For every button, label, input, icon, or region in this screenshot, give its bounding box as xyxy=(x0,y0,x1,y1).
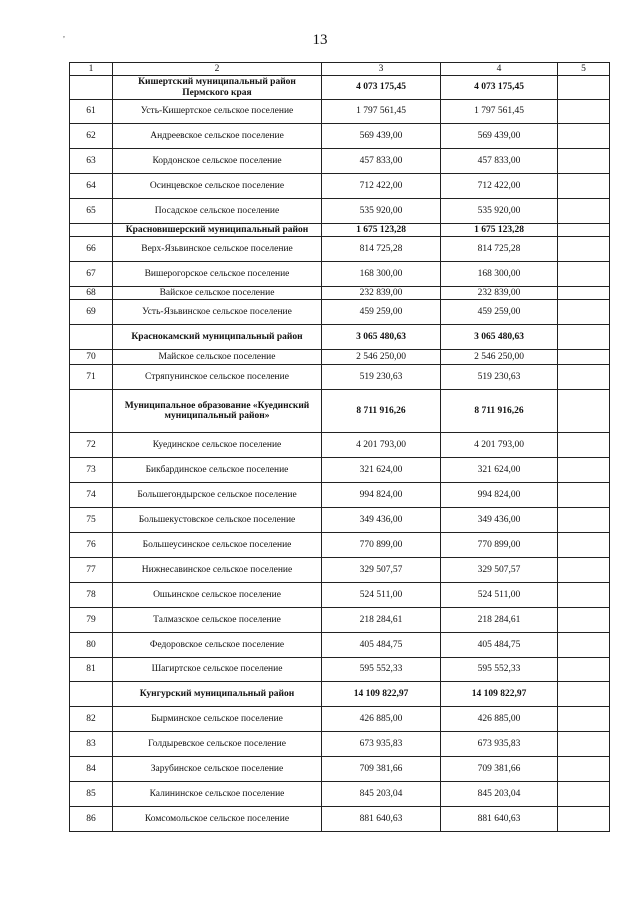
col5-cell xyxy=(558,707,610,732)
settlement-name-cell: Зарубинское сельское поселение xyxy=(113,757,322,782)
col5-cell xyxy=(558,199,610,224)
amount-col4-cell: 426 885,00 xyxy=(441,707,558,732)
row-number-cell: 66 xyxy=(70,237,113,262)
row-number-cell: 79 xyxy=(70,608,113,633)
settlement-name-cell: Муниципальное образование «Куединский муниципальный район» xyxy=(113,390,322,433)
amount-col3-cell: 457 833,00 xyxy=(322,149,441,174)
row-number-cell: 76 xyxy=(70,533,113,558)
col5-cell xyxy=(558,325,610,350)
amount-col3-cell: 168 300,00 xyxy=(322,262,441,287)
col5-cell xyxy=(558,433,610,458)
amount-col3-cell: 673 935,83 xyxy=(322,732,441,757)
amount-col3-cell: 218 284,61 xyxy=(322,608,441,633)
settlement-name-cell: Куединское сельское поселение xyxy=(113,433,322,458)
amount-col4-cell: 519 230,63 xyxy=(441,365,558,390)
amount-col4-cell: 232 839,00 xyxy=(441,287,558,300)
settlement-name-cell: Бикбардинское сельское поселение xyxy=(113,458,322,483)
col5-cell xyxy=(558,124,610,149)
amount-col4-cell: 14 109 822,97 xyxy=(441,682,558,707)
amount-col3-cell: 845 203,04 xyxy=(322,782,441,807)
table-row xyxy=(70,237,610,262)
settlement-name-cell: Федоровское сельское поселение xyxy=(113,633,322,658)
amount-col3-cell: 569 439,00 xyxy=(322,124,441,149)
settlement-name-cell: Калининское сельское поселение xyxy=(113,782,322,807)
row-number-cell xyxy=(70,390,113,433)
amount-col4-cell: 595 552,33 xyxy=(441,658,558,682)
col5-cell xyxy=(558,76,610,100)
amount-col4-cell: 3 065 480,63 xyxy=(441,325,558,350)
col5-cell xyxy=(558,237,610,262)
header-cell-3: 3 xyxy=(322,63,441,76)
col5-cell xyxy=(558,149,610,174)
amount-col4-cell: 569 439,00 xyxy=(441,124,558,149)
table-row xyxy=(70,300,610,325)
col5-cell xyxy=(558,350,610,365)
col5-cell xyxy=(558,224,610,237)
col5-cell xyxy=(558,633,610,658)
col5-cell xyxy=(558,732,610,757)
amount-col4-cell: 712 422,00 xyxy=(441,174,558,199)
row-number-cell: 85 xyxy=(70,782,113,807)
table-row xyxy=(70,533,610,558)
row-number-cell: 70 xyxy=(70,350,113,365)
amount-col3-cell: 349 436,00 xyxy=(322,508,441,533)
amount-col3-cell: 595 552,33 xyxy=(322,658,441,682)
row-number-cell: 77 xyxy=(70,558,113,583)
amount-col3-cell: 994 824,00 xyxy=(322,483,441,508)
row-number-cell: 71 xyxy=(70,365,113,390)
settlement-name-cell: Большегондырское сельское поселение xyxy=(113,483,322,508)
amount-col4-cell: 524 511,00 xyxy=(441,583,558,608)
amount-col4-cell: 405 484,75 xyxy=(441,633,558,658)
amount-col3-cell: 329 507,57 xyxy=(322,558,441,583)
budget-table xyxy=(69,62,610,832)
table-row xyxy=(70,350,610,365)
table-row xyxy=(70,508,610,533)
row-number-cell: 82 xyxy=(70,707,113,732)
amount-col3-cell: 881 640,63 xyxy=(322,807,441,832)
row-number-cell: 84 xyxy=(70,757,113,782)
settlement-name-cell: Кишертский муниципальный район Пермского края xyxy=(113,76,322,100)
amount-col3-cell: 2 546 250,00 xyxy=(322,350,441,365)
row-number-cell: 68 xyxy=(70,287,113,300)
table-row xyxy=(70,100,610,124)
settlement-name-cell: Кордонское сельское поселение xyxy=(113,149,322,174)
row-number-cell: 64 xyxy=(70,174,113,199)
table-row xyxy=(70,583,610,608)
amount-col4-cell: 4 201 793,00 xyxy=(441,433,558,458)
amount-col3-cell: 321 624,00 xyxy=(322,458,441,483)
col5-cell xyxy=(558,658,610,682)
amount-col3-cell: 814 725,28 xyxy=(322,237,441,262)
settlement-name-cell: Талмазское сельское поселение xyxy=(113,608,322,633)
settlement-name-cell: Кунгурский муниципальный район xyxy=(113,682,322,707)
amount-col3-cell: 1 797 561,45 xyxy=(322,100,441,124)
amount-col4-cell: 881 640,63 xyxy=(441,807,558,832)
district-total-row xyxy=(70,224,610,237)
table-row xyxy=(70,807,610,832)
col5-cell xyxy=(558,533,610,558)
row-number-cell: 80 xyxy=(70,633,113,658)
settlement-name-cell: Усть-Язьвинское сельское поселение xyxy=(113,300,322,325)
settlement-name-cell: Красновишерский муниципальный район xyxy=(113,224,322,237)
amount-col3-cell: 4 073 175,45 xyxy=(322,76,441,100)
amount-col4-cell: 1 797 561,45 xyxy=(441,100,558,124)
settlement-name-cell: Усть-Кишертское сельское поселение xyxy=(113,100,322,124)
table-row xyxy=(70,433,610,458)
col5-cell xyxy=(558,287,610,300)
row-number-cell: 69 xyxy=(70,300,113,325)
page-number: 13 xyxy=(312,32,328,48)
table-row xyxy=(70,732,610,757)
col5-cell xyxy=(558,390,610,433)
amount-col4-cell: 4 073 175,45 xyxy=(441,76,558,100)
table-row xyxy=(70,757,610,782)
row-number-cell: 63 xyxy=(70,149,113,174)
settlement-name-cell: Шагиртское сельское поселение xyxy=(113,658,322,682)
col5-cell xyxy=(558,483,610,508)
row-number-cell: 62 xyxy=(70,124,113,149)
col5-cell xyxy=(558,757,610,782)
settlement-name-cell: Майское сельское поселение xyxy=(113,350,322,365)
table-row xyxy=(70,483,610,508)
amount-col4-cell: 329 507,57 xyxy=(441,558,558,583)
amount-col3-cell: 535 920,00 xyxy=(322,199,441,224)
header-cell-4: 4 xyxy=(441,63,558,76)
amount-col3-cell: 712 422,00 xyxy=(322,174,441,199)
amount-col3-cell: 3 065 480,63 xyxy=(322,325,441,350)
amount-col4-cell: 168 300,00 xyxy=(441,262,558,287)
amount-col4-cell: 845 203,04 xyxy=(441,782,558,807)
header-cell-2: 2 xyxy=(113,63,322,76)
settlement-name-cell: Андреевское сельское поселение xyxy=(113,124,322,149)
amount-col3-cell: 405 484,75 xyxy=(322,633,441,658)
amount-col4-cell: 349 436,00 xyxy=(441,508,558,533)
settlement-name-cell: Нижнесавинское сельское поселение xyxy=(113,558,322,583)
amount-col4-cell: 709 381,66 xyxy=(441,757,558,782)
amount-col3-cell: 232 839,00 xyxy=(322,287,441,300)
row-number-cell: 81 xyxy=(70,658,113,682)
amount-col4-cell: 457 833,00 xyxy=(441,149,558,174)
row-number-cell: 74 xyxy=(70,483,113,508)
col5-cell xyxy=(558,174,610,199)
table-row xyxy=(70,149,610,174)
settlement-name-cell: Вайское сельское поселение xyxy=(113,287,322,300)
row-number-cell: 75 xyxy=(70,508,113,533)
amount-col4-cell: 218 284,61 xyxy=(441,608,558,633)
table-row xyxy=(70,262,610,287)
row-number-cell xyxy=(70,682,113,707)
row-number-cell: 65 xyxy=(70,199,113,224)
amount-col3-cell: 8 711 916,26 xyxy=(322,390,441,433)
amount-col3-cell: 459 259,00 xyxy=(322,300,441,325)
table-row xyxy=(70,365,610,390)
row-number-cell: 86 xyxy=(70,807,113,832)
row-number-cell: 78 xyxy=(70,583,113,608)
settlement-name-cell: Краснокамский муниципальный район xyxy=(113,325,322,350)
table-row xyxy=(70,633,610,658)
table-row xyxy=(70,124,610,149)
col5-cell xyxy=(558,262,610,287)
table-row xyxy=(70,658,610,682)
amount-col4-cell: 535 920,00 xyxy=(441,199,558,224)
amount-col3-cell: 4 201 793,00 xyxy=(322,433,441,458)
col5-cell xyxy=(558,458,610,483)
amount-col3-cell: 524 511,00 xyxy=(322,583,441,608)
table-row xyxy=(70,199,610,224)
col5-cell xyxy=(558,100,610,124)
amount-col4-cell: 814 725,28 xyxy=(441,237,558,262)
row-number-cell xyxy=(70,224,113,237)
row-number-cell: 72 xyxy=(70,433,113,458)
amount-col4-cell: 1 675 123,28 xyxy=(441,224,558,237)
header-cell-5: 5 xyxy=(558,63,610,76)
settlement-name-cell: Верх-Язьвинское сельское поселение xyxy=(113,237,322,262)
col5-cell xyxy=(558,682,610,707)
settlement-name-cell: Стряпунинское сельское поселение xyxy=(113,365,322,390)
table-row xyxy=(70,608,610,633)
settlement-name-cell: Бырминское сельское поселение xyxy=(113,707,322,732)
col5-cell xyxy=(558,365,610,390)
row-number-cell: 61 xyxy=(70,100,113,124)
amount-col3-cell: 14 109 822,97 xyxy=(322,682,441,707)
col5-cell xyxy=(558,300,610,325)
amount-col3-cell: 519 230,63 xyxy=(322,365,441,390)
settlement-name-cell: Большеусинское сельское поселение xyxy=(113,533,322,558)
amount-col3-cell: 1 675 123,28 xyxy=(322,224,441,237)
row-number-cell xyxy=(70,76,113,100)
settlement-name-cell: Большекустовское сельское поселение xyxy=(113,508,322,533)
amount-col4-cell: 459 259,00 xyxy=(441,300,558,325)
amount-col3-cell: 426 885,00 xyxy=(322,707,441,732)
table-row xyxy=(70,458,610,483)
row-number-cell: 67 xyxy=(70,262,113,287)
amount-col3-cell: 709 381,66 xyxy=(322,757,441,782)
col5-cell xyxy=(558,807,610,832)
settlement-name-cell: Посадское сельское поселение xyxy=(113,199,322,224)
row-number-cell xyxy=(70,325,113,350)
scan-mark: , xyxy=(63,30,65,39)
amount-col4-cell: 321 624,00 xyxy=(441,458,558,483)
amount-col4-cell: 2 546 250,00 xyxy=(441,350,558,365)
amount-col4-cell: 994 824,00 xyxy=(441,483,558,508)
row-number-cell: 73 xyxy=(70,458,113,483)
table-row xyxy=(70,287,610,300)
table-row xyxy=(70,174,610,199)
header-row xyxy=(70,63,610,76)
settlement-name-cell: Голдыревское сельское поселение xyxy=(113,732,322,757)
settlement-name-cell: Ошьинское сельское поселение xyxy=(113,583,322,608)
col5-cell xyxy=(558,608,610,633)
table-row xyxy=(70,782,610,807)
row-number-cell: 83 xyxy=(70,732,113,757)
district-total-row xyxy=(70,390,610,433)
header-cell-1: 1 xyxy=(70,63,113,76)
amount-col4-cell: 770 899,00 xyxy=(441,533,558,558)
settlement-name-cell: Осинцевское сельское поселение xyxy=(113,174,322,199)
settlement-name-cell: Комсомольское сельское поселение xyxy=(113,807,322,832)
amount-col4-cell: 673 935,83 xyxy=(441,732,558,757)
col5-cell xyxy=(558,583,610,608)
district-total-row xyxy=(70,325,610,350)
district-total-row xyxy=(70,682,610,707)
col5-cell xyxy=(558,782,610,807)
col5-cell xyxy=(558,558,610,583)
settlement-name-cell: Вишерогорское сельское поселение xyxy=(113,262,322,287)
col5-cell xyxy=(558,508,610,533)
table-row xyxy=(70,707,610,732)
district-total-row xyxy=(70,76,610,100)
amount-col4-cell: 8 711 916,26 xyxy=(441,390,558,433)
amount-col3-cell: 770 899,00 xyxy=(322,533,441,558)
table-row xyxy=(70,558,610,583)
